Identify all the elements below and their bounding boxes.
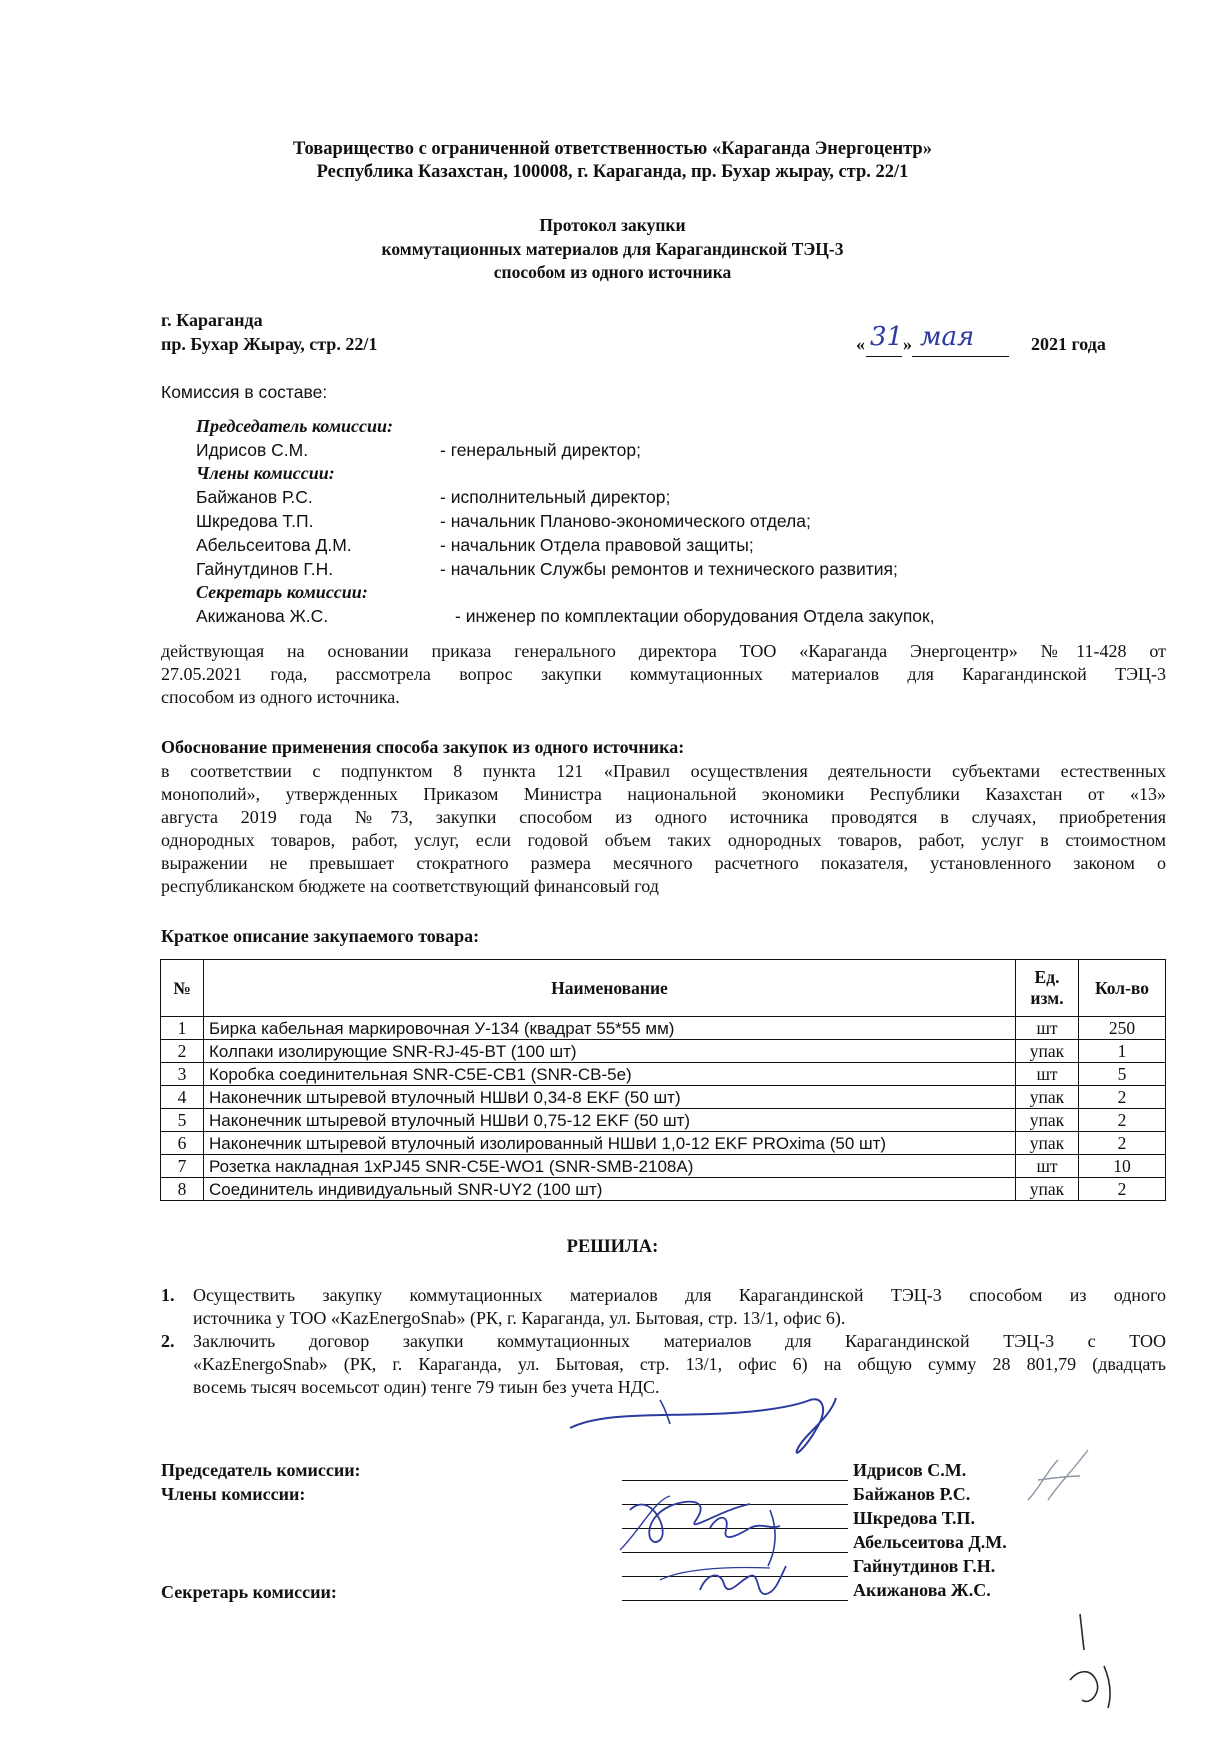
sig-name: Идрисов С.М. <box>853 1460 967 1480</box>
paragraph-line: монополий», утвержденных Приказом Министра национальной экономики Республики Казахстан от «13» <box>161 784 1166 804</box>
member-name: Абельсеитова Д.М. <box>196 535 352 555</box>
row-qty: 2 <box>1079 1109 1166 1132</box>
date-day-handwritten: 31 <box>870 322 904 352</box>
member-role: - начальник Отдела правовой защиты; <box>440 535 754 555</box>
row-name: Бирка кабельная маркировочная У-134 (квадрат 55*55 мм) <box>204 1017 1016 1040</box>
decision-line: Заключить договор закупки коммутационных материалов для Карагандинской ТЭЦ-3 с ТОО <box>193 1331 1166 1351</box>
decision-item-number: 2. <box>161 1331 175 1351</box>
row-qty: 2 <box>1079 1178 1166 1201</box>
secretary-title: Секретарь комиссии: <box>196 582 368 602</box>
date-month-underline <box>912 356 1009 357</box>
row-num: 6 <box>161 1132 204 1155</box>
col-unit-header-line1: Ед. <box>1034 967 1060 987</box>
doc-subtitle-method: способом из одного источника <box>493 262 732 282</box>
table-row <box>161 1155 1166 1178</box>
row-num: 5 <box>161 1109 204 1132</box>
org-name: Товарищество с ограниченной ответственностью «Караганда Энергоцентр» <box>293 139 932 159</box>
paragraph-line: выражении не превышает стократного размера месячного расчетного показателя, установленного законом о <box>161 853 1166 873</box>
row-name: Розетка накладная 1xPJ45 SNR-C5E-WO1 (SNR-SMB-2108A) <box>204 1155 1016 1178</box>
decision-line: восемь тысяч восемьсот один) тенге 79 тиын без учета НДС. <box>193 1377 660 1397</box>
items-heading: Краткое описание закупаемого товара: <box>161 926 480 946</box>
member-role: - начальник Планово-экономического отдела; <box>440 511 811 531</box>
row-name: Коробка соединительная SNR-C5E-CB1 (SNR-CB-5e) <box>204 1063 1016 1086</box>
sig-secretary-label: Секретарь комиссии: <box>161 1582 337 1602</box>
row-name: Наконечник штыревой втулочный НШвИ 0,34-8 EKF (50 шт) <box>204 1086 1016 1109</box>
chair-name: Идрисов С.М. <box>196 440 309 460</box>
table-row <box>161 1063 1166 1086</box>
member-name: Байжанов Р.С. <box>196 487 313 507</box>
paragraph-line: однородных товаров, работ, услуг, если годовой объем таких однородных товаров, работ, услуг в стоимостном <box>161 830 1166 850</box>
row-unit: шт <box>1016 1063 1079 1086</box>
paragraph-line: 27.05.2021 года, рассмотрела вопрос закупки коммутационных материалов для Карагандинской ТЭЦ-3 <box>161 664 1166 684</box>
commission-intro: Комиссия в составе: <box>161 382 328 402</box>
chair-title: Председатель комиссии: <box>196 416 394 436</box>
row-unit: шт <box>1016 1155 1079 1178</box>
row-name: Наконечник штыревой втулочный НШвИ 0,75-12 EKF (50 шт) <box>204 1109 1016 1132</box>
sig-name: Абельсеитова Д.М. <box>853 1532 1007 1552</box>
sig-name: Гайнутдинов Г.Н. <box>853 1556 996 1576</box>
col-unit-header-line2: изм. <box>1030 988 1064 1008</box>
row-name: Соединитель индивидуальный SNR-UY2 (100 шт) <box>204 1178 1016 1201</box>
decision-item <box>161 1284 1166 1330</box>
row-qty: 2 <box>1079 1086 1166 1109</box>
table-row <box>161 1109 1166 1132</box>
table-row <box>161 1178 1166 1201</box>
row-num: 7 <box>161 1155 204 1178</box>
col-num-header: № <box>161 960 204 1017</box>
doc-title: Протокол закупки <box>539 215 686 235</box>
row-unit: упак <box>1016 1109 1079 1132</box>
date-year: 2021 года <box>1031 334 1106 354</box>
date-day-underline <box>866 356 902 357</box>
chair-role: - генеральный директор; <box>440 440 641 460</box>
row-num: 3 <box>161 1063 204 1086</box>
corner-mark-icon <box>1060 1610 1140 1720</box>
paragraph-line: способом из одного источника. <box>161 687 400 707</box>
row-name: Наконечник штыревой втулочный изолированный НШвИ 1,0-12 EKF PROxima (50 шт) <box>204 1132 1016 1155</box>
doc-subtitle: коммутационных материалов для Карагандинской ТЭЦ-3 <box>381 239 844 259</box>
row-qty: 5 <box>1079 1063 1166 1086</box>
sig-name: Акижанова Ж.С. <box>853 1580 991 1600</box>
decision-line: «KazEnergoSnab» (РК, г. Караганда, ул. Бытовая, стр. 13/1, офис 6) на общую сумму 28 801,79 (двадцать <box>193 1354 1166 1374</box>
justification-paragraph <box>161 760 1166 898</box>
row-unit: упак <box>1016 1132 1079 1155</box>
place-street: пр. Бухар Жырау, стр. 22/1 <box>161 334 378 354</box>
paragraph-line: действующая на основании приказа генерального директора ТОО «Караганда Энергоцентр» №11-428 от <box>161 641 1166 661</box>
secretary-name: Акижанова Ж.С. <box>196 606 329 626</box>
org-address: Республика Казахстан, 100008, г. Караганда, пр. Бухар жырау, стр. 22/1 <box>316 162 909 182</box>
sig-chair-label: Председатель комиссии: <box>161 1460 361 1480</box>
place-city: г. Караганда <box>161 310 263 330</box>
row-qty: 2 <box>1079 1132 1166 1155</box>
row-qty: 10 <box>1079 1155 1166 1178</box>
items-table <box>160 959 1166 1201</box>
row-num: 4 <box>161 1086 204 1109</box>
member-name: Гайнутдинов Г.Н. <box>196 559 334 579</box>
handwritten-signatures-icon <box>600 1470 860 1630</box>
row-unit: шт <box>1016 1017 1079 1040</box>
paragraph-line: августа 2019 года №73, закупки способом из одного источника проводятся в случаях, приобретения <box>161 807 1166 827</box>
row-num: 1 <box>161 1017 204 1040</box>
col-qty-header: Кол-во <box>1079 960 1166 1017</box>
members-title: Члены комиссии: <box>196 463 335 483</box>
initials-mark-icon <box>1018 1440 1098 1520</box>
decision-item-number: 1. <box>161 1285 175 1305</box>
member-role: - исполнительный директор; <box>440 487 671 507</box>
sig-members-label: Члены комиссии: <box>161 1484 306 1504</box>
row-qty: 1 <box>1079 1040 1166 1063</box>
decision-line: источника у ТОО «KazEnergoSnab» (РК, г. Караганда, ул. Бытовая, стр. 13/1, офис 6). <box>193 1308 846 1328</box>
paragraph-line: республиканском бюджете на соответствующий финансовый год <box>161 876 659 896</box>
row-num: 2 <box>161 1040 204 1063</box>
decision-heading: РЕШИЛА: <box>566 1237 659 1257</box>
member-name: Шкредова Т.П. <box>196 511 314 531</box>
row-num: 8 <box>161 1178 204 1201</box>
row-unit: упак <box>1016 1178 1079 1201</box>
table-row <box>161 1086 1166 1109</box>
row-unit: упак <box>1016 1040 1079 1063</box>
sig-name: Байжанов Р.С. <box>853 1484 971 1504</box>
table-row <box>161 1132 1166 1155</box>
col-unit-header <box>1016 960 1079 1017</box>
decision-line: Осуществить закупку коммутационных материалов для Карагандинской ТЭЦ-3 способом из одного <box>193 1285 1166 1305</box>
secretary-role: - инженер по комплектации оборудования Отдела закупок, <box>455 606 935 626</box>
justification-heading: Обоснование применения способа закупок из одного источника: <box>161 737 685 757</box>
table-row <box>161 1017 1166 1040</box>
date-open-quote: « <box>856 334 865 354</box>
date-close-quote: » <box>903 334 912 354</box>
row-qty: 250 <box>1079 1017 1166 1040</box>
table-row <box>161 1040 1166 1063</box>
signature-flourish-icon <box>560 1378 860 1468</box>
col-name-header: Наименование <box>204 960 1016 1017</box>
paragraph-line: в соответствии с подпунктом 8 пункта 121 «Правил осуществления деятельности субъектами естественных <box>161 761 1166 781</box>
basis-paragraph <box>161 640 1166 709</box>
row-name: Колпаки изолирующие SNR-RJ-45-BT (100 шт) <box>204 1040 1016 1063</box>
protocol-date <box>856 322 1168 356</box>
sig-name: Шкредова Т.П. <box>853 1508 975 1528</box>
row-unit: упак <box>1016 1086 1079 1109</box>
member-role: - начальник Службы ремонтов и технического развития; <box>440 559 898 579</box>
date-month-handwritten: мая <box>920 322 975 352</box>
table-header-row <box>161 960 1166 1017</box>
